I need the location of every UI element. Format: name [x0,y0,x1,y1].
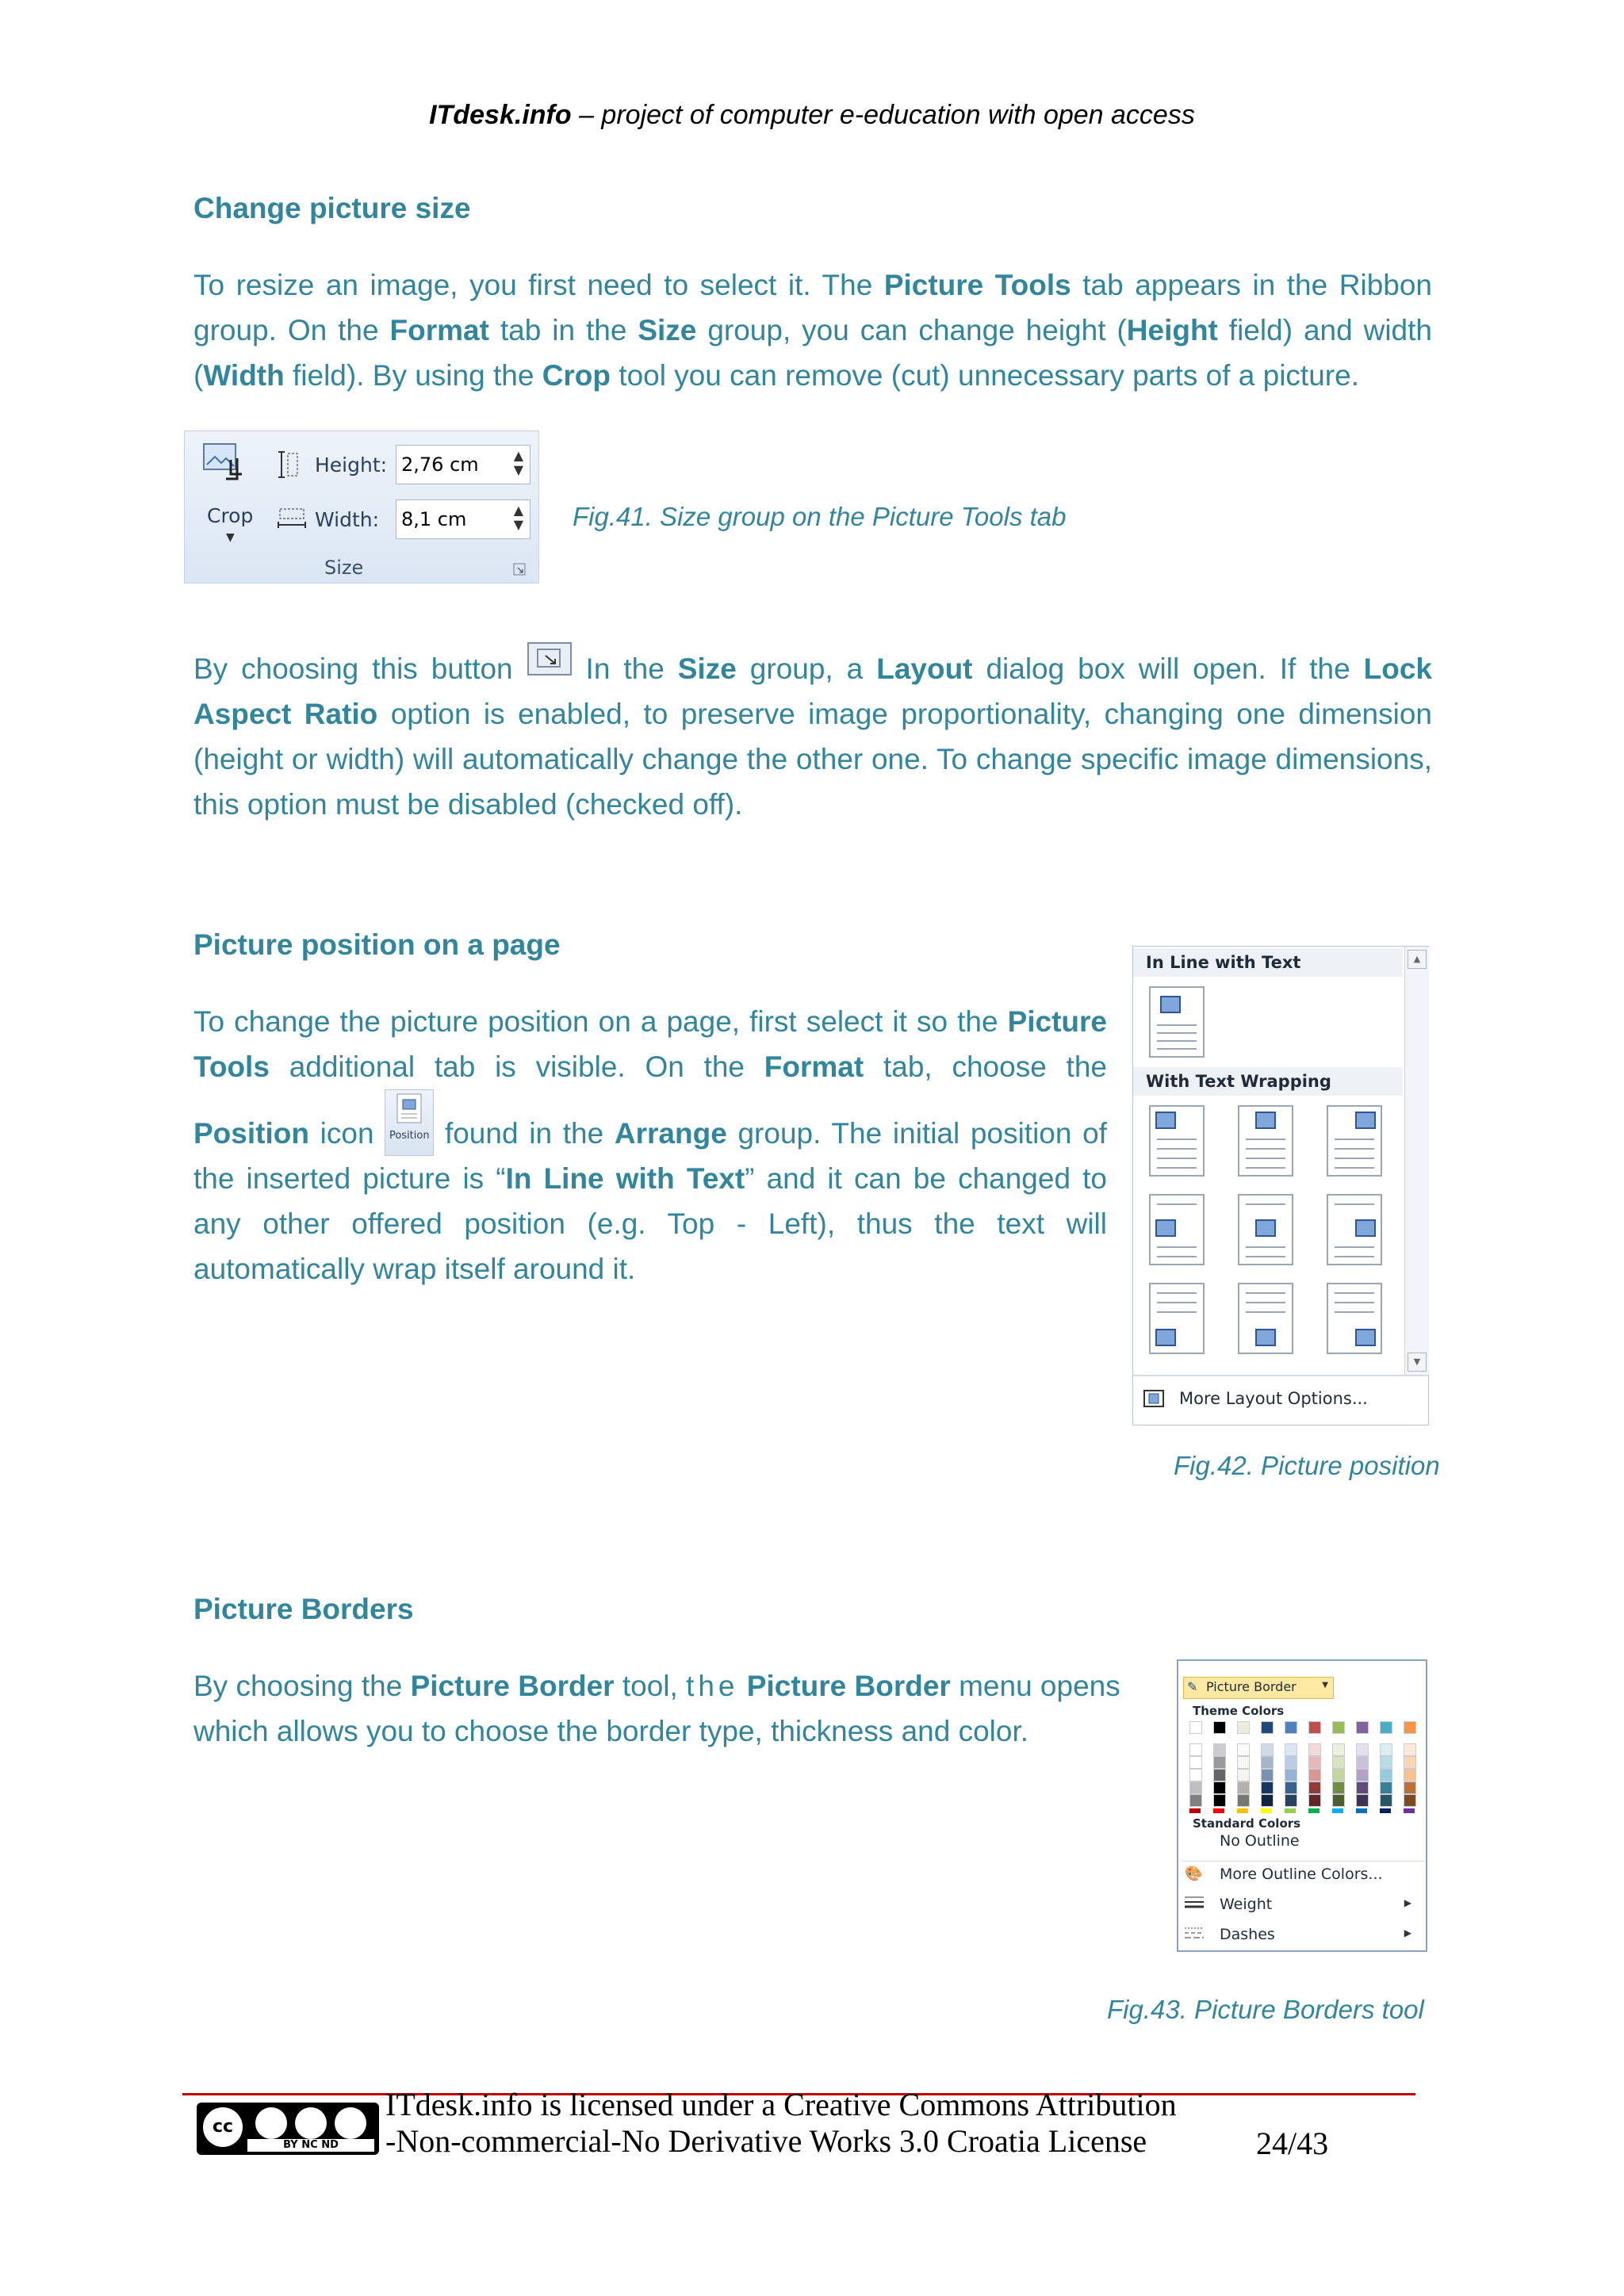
theme-color-swatch[interactable] [1237,1794,1250,1807]
theme-color-swatch[interactable] [1213,1794,1226,1807]
dashes-item[interactable]: Dashes [1220,1926,1275,1943]
theme-color-swatch[interactable] [1261,1743,1274,1756]
theme-color-swatch[interactable] [1285,1721,1297,1734]
theme-color-swatch[interactable] [1380,1756,1392,1769]
theme-color-swatch[interactable] [1380,1721,1392,1734]
theme-color-swatch[interactable] [1404,1794,1416,1807]
paragraph-borders: By choosing the Picture Border tool, the Picture Border menu opens which allows you to choose the border type, thickness and color. [193,1670,1120,1747]
theme-color-swatch[interactable] [1189,1769,1202,1781]
crop-dropdown-arrow-icon[interactable]: ▼ [226,531,235,544]
height-spinner-icon[interactable]: ▲ ▼ [513,448,523,477]
theme-color-swatch[interactable] [1404,1769,1416,1781]
theme-color-swatch[interactable] [1189,1743,1202,1756]
layout-option-top-right[interactable] [1327,1105,1382,1177]
theme-color-swatch[interactable] [1213,1721,1226,1734]
standard-color-swatch[interactable] [1213,1808,1224,1813]
theme-color-swatch[interactable] [1404,1781,1416,1794]
gallery-header-wrapping: With Text Wrapping [1133,1067,1403,1096]
theme-color-swatch[interactable] [1404,1756,1416,1769]
height-field[interactable]: 2,76 cm ▲ ▼ [396,445,530,484]
width-icon [277,507,307,531]
theme-color-swatch[interactable] [1308,1756,1321,1769]
theme-color-swatch[interactable] [1261,1756,1274,1769]
width-label: Width: [315,508,380,531]
gallery-header-inline: In Line with Text [1133,948,1403,977]
height-icon [277,450,301,479]
standard-color-swatch[interactable] [1308,1808,1320,1813]
by-icon [255,2107,287,2139]
theme-color-swatch[interactable] [1332,1781,1345,1794]
theme-color-swatch[interactable] [1213,1781,1226,1794]
theme-color-swatch[interactable] [1285,1781,1297,1794]
theme-colors-label: Theme Colors [1193,1704,1285,1718]
nd-icon [335,2107,366,2139]
paragraph-layout-dialog: By choosing this button In the Size group, a Layout dialog box will open. If the Lock Aspect Ratio option is enabled, to preserve image proportionality, changing one dimension (height or width) will automatically change the other one. To change specific image dimensions, this option must be disabled (checked off). [193,646,1432,827]
standard-color-swatch[interactable] [1261,1808,1272,1813]
theme-color-swatch[interactable] [1332,1769,1345,1781]
theme-color-swatch[interactable] [1213,1756,1226,1769]
theme-color-swatch[interactable] [1308,1781,1321,1794]
page-header [0,100,1624,131]
weight-icon [1183,1894,1205,1910]
theme-color-swatch[interactable] [1189,1781,1202,1794]
theme-color-swatch[interactable] [1332,1743,1345,1756]
theme-color-swatch[interactable] [1189,1794,1202,1807]
standard-color-swatch[interactable] [1285,1808,1296,1813]
theme-color-swatch[interactable] [1285,1769,1297,1781]
theme-color-swatch[interactable] [1308,1769,1321,1781]
theme-color-swatch[interactable] [1332,1794,1345,1807]
section-title-borders: Picture Borders [193,1593,414,1625]
position-icon[interactable]: Position [385,1089,434,1156]
more-outline-colors-item[interactable]: More Outline Colors... [1220,1866,1383,1883]
theme-color-swatch[interactable] [1237,1743,1250,1756]
size-group-ribbon [184,430,539,584]
crop-label[interactable]: Crop [207,504,254,527]
scroll-down-icon[interactable]: ▼ [1408,1353,1427,1372]
cc-badge-label: BY NC ND [247,2139,374,2152]
theme-color-swatch[interactable] [1213,1769,1226,1781]
scroll-up-icon[interactable]: ▲ [1408,950,1427,969]
page-number: 24/43 [1256,2126,1329,2161]
theme-color-swatch[interactable] [1380,1794,1392,1807]
layout-option-bottom-right[interactable] [1327,1283,1382,1354]
theme-color-swatch[interactable] [1308,1743,1321,1756]
nc-icon [295,2107,327,2139]
dialog-launcher-icon[interactable] [513,563,526,576]
more-layout-options-icon[interactable] [1143,1387,1165,1410]
section-title-position: Picture position on a page [193,928,561,961]
license-line-2: -Non-commercial-No Derivative Works 3.0 Croatia License [385,2123,1147,2159]
theme-color-swatch[interactable] [1356,1756,1369,1769]
height-label: Height: [315,453,388,476]
layout-option-top-center[interactable] [1238,1105,1293,1177]
dashes-icon [1183,1924,1205,1940]
theme-color-swatch[interactable] [1213,1743,1226,1756]
picture-border-menu [1177,1659,1427,1952]
theme-color-swatch[interactable] [1237,1756,1250,1769]
theme-color-swatch[interactable] [1261,1769,1274,1781]
figure-43-caption: Fig.43. Picture Borders tool [1107,1995,1424,2024]
gallery-scrollbar[interactable] [1404,947,1429,1375]
standard-color-swatch[interactable] [1189,1808,1201,1813]
theme-color-swatch[interactable] [1356,1781,1369,1794]
layout-option-top-left[interactable] [1149,1105,1205,1177]
pencil-icon: ✎ [1187,1679,1198,1694]
theme-color-swatch[interactable] [1332,1721,1345,1734]
size-group-label: Size [324,557,364,579]
theme-color-swatch[interactable] [1356,1769,1369,1781]
width-spinner-icon[interactable]: ▲ ▼ [513,503,523,532]
theme-color-swatch[interactable] [1285,1743,1297,1756]
standard-color-swatch[interactable] [1237,1808,1248,1813]
paragraph-resize: To resize an image, you first need to select it. The Picture Tools tab appears in the Ribbon group. On the Format tab in the Size group, you can change height (Height field) and width (Width field). By using the Crop tool you can remove (cut) unnecessary parts of a picture. [193,269,1432,392]
crop-icon[interactable] [202,442,248,484]
dialog-launcher-inline-icon[interactable] [527,641,573,676]
theme-color-swatch[interactable] [1308,1721,1321,1734]
standard-color-swatch[interactable] [1404,1808,1415,1813]
layout-option-middle-right[interactable] [1327,1194,1382,1265]
width-field[interactable]: 8,1 cm ▲ ▼ [396,499,530,539]
layout-option-bottom-center[interactable] [1238,1283,1293,1354]
standard-color-swatch[interactable] [1380,1808,1391,1813]
theme-color-swatch[interactable] [1308,1794,1321,1807]
figure-41-caption: Fig.41. Size group on the Picture Tools tab [573,502,1067,531]
layout-option-middle-left[interactable] [1149,1194,1205,1265]
weight-submenu-arrow-icon: ▶ [1404,1897,1411,1908]
dropdown-arrow-icon[interactable]: ▼ [1322,1681,1328,1689]
theme-color-swatch[interactable] [1261,1721,1274,1734]
theme-color-swatch[interactable] [1356,1743,1369,1756]
theme-color-swatch[interactable] [1189,1756,1202,1769]
theme-color-swatch[interactable] [1380,1743,1392,1756]
more-layout-options[interactable]: More Layout Options... [1179,1389,1368,1408]
position-gallery [1132,946,1429,1425]
dashes-submenu-arrow-icon: ▶ [1404,1927,1411,1938]
layout-option-bottom-left[interactable] [1149,1283,1205,1354]
no-outline-item[interactable]: No Outline [1220,1832,1300,1850]
theme-color-swatch[interactable] [1332,1756,1345,1769]
theme-color-swatch[interactable] [1380,1769,1392,1781]
layout-option-inline[interactable] [1149,986,1205,1058]
theme-color-swatch[interactable] [1189,1721,1202,1734]
theme-color-swatch[interactable] [1356,1794,1369,1807]
figure-42-caption: Fig.42. Picture position [1174,1451,1440,1480]
theme-color-swatch[interactable] [1285,1794,1297,1807]
theme-color-swatch[interactable] [1285,1756,1297,1769]
theme-color-swatch[interactable] [1237,1721,1250,1734]
theme-color-swatch[interactable] [1237,1769,1250,1781]
theme-color-swatch[interactable] [1380,1781,1392,1794]
cc-license-logo [197,2103,379,2155]
standard-colors-label: Standard Colors [1193,1816,1301,1831]
standard-color-swatch[interactable] [1356,1808,1367,1813]
license-line-1: ITdesk.info is licensed under a Creative Commons Attribution [385,2087,1177,2122]
theme-color-swatch[interactable] [1261,1794,1274,1807]
license-text [385,2087,1177,2160]
paragraph-position: To change the picture position on a page, first select it so the Picture Tools additional tab is visible. On the Format tab, choose the Position icon Position found in the Arrange group. The initial position of the inserted picture is “In Line with Text” and it can be changed to any other offered position (e.g. Top - Left), thus the text will automatically wrap itself around it. [193,1005,1108,1285]
standard-color-swatch[interactable] [1332,1808,1343,1813]
theme-color-swatch[interactable] [1261,1781,1274,1794]
section-title-change-size: Change picture size [193,192,471,224]
theme-color-swatch[interactable] [1237,1781,1250,1794]
theme-color-swatch[interactable] [1404,1721,1416,1734]
header-tagline: – project of computer e-education with open access [571,100,1195,130]
weight-item[interactable]: Weight [1220,1896,1273,1913]
theme-color-swatch[interactable] [1404,1743,1416,1756]
theme-color-swatch[interactable] [1356,1721,1369,1734]
palette-icon: 🎨 [1185,1866,1203,1882]
picture-border-button[interactable]: ✎ Picture Border ▼ [1183,1677,1334,1699]
cc-icon: cc [203,2107,243,2147]
header-brand: ITdesk.info [429,100,572,130]
layout-option-middle-center[interactable] [1238,1194,1293,1265]
